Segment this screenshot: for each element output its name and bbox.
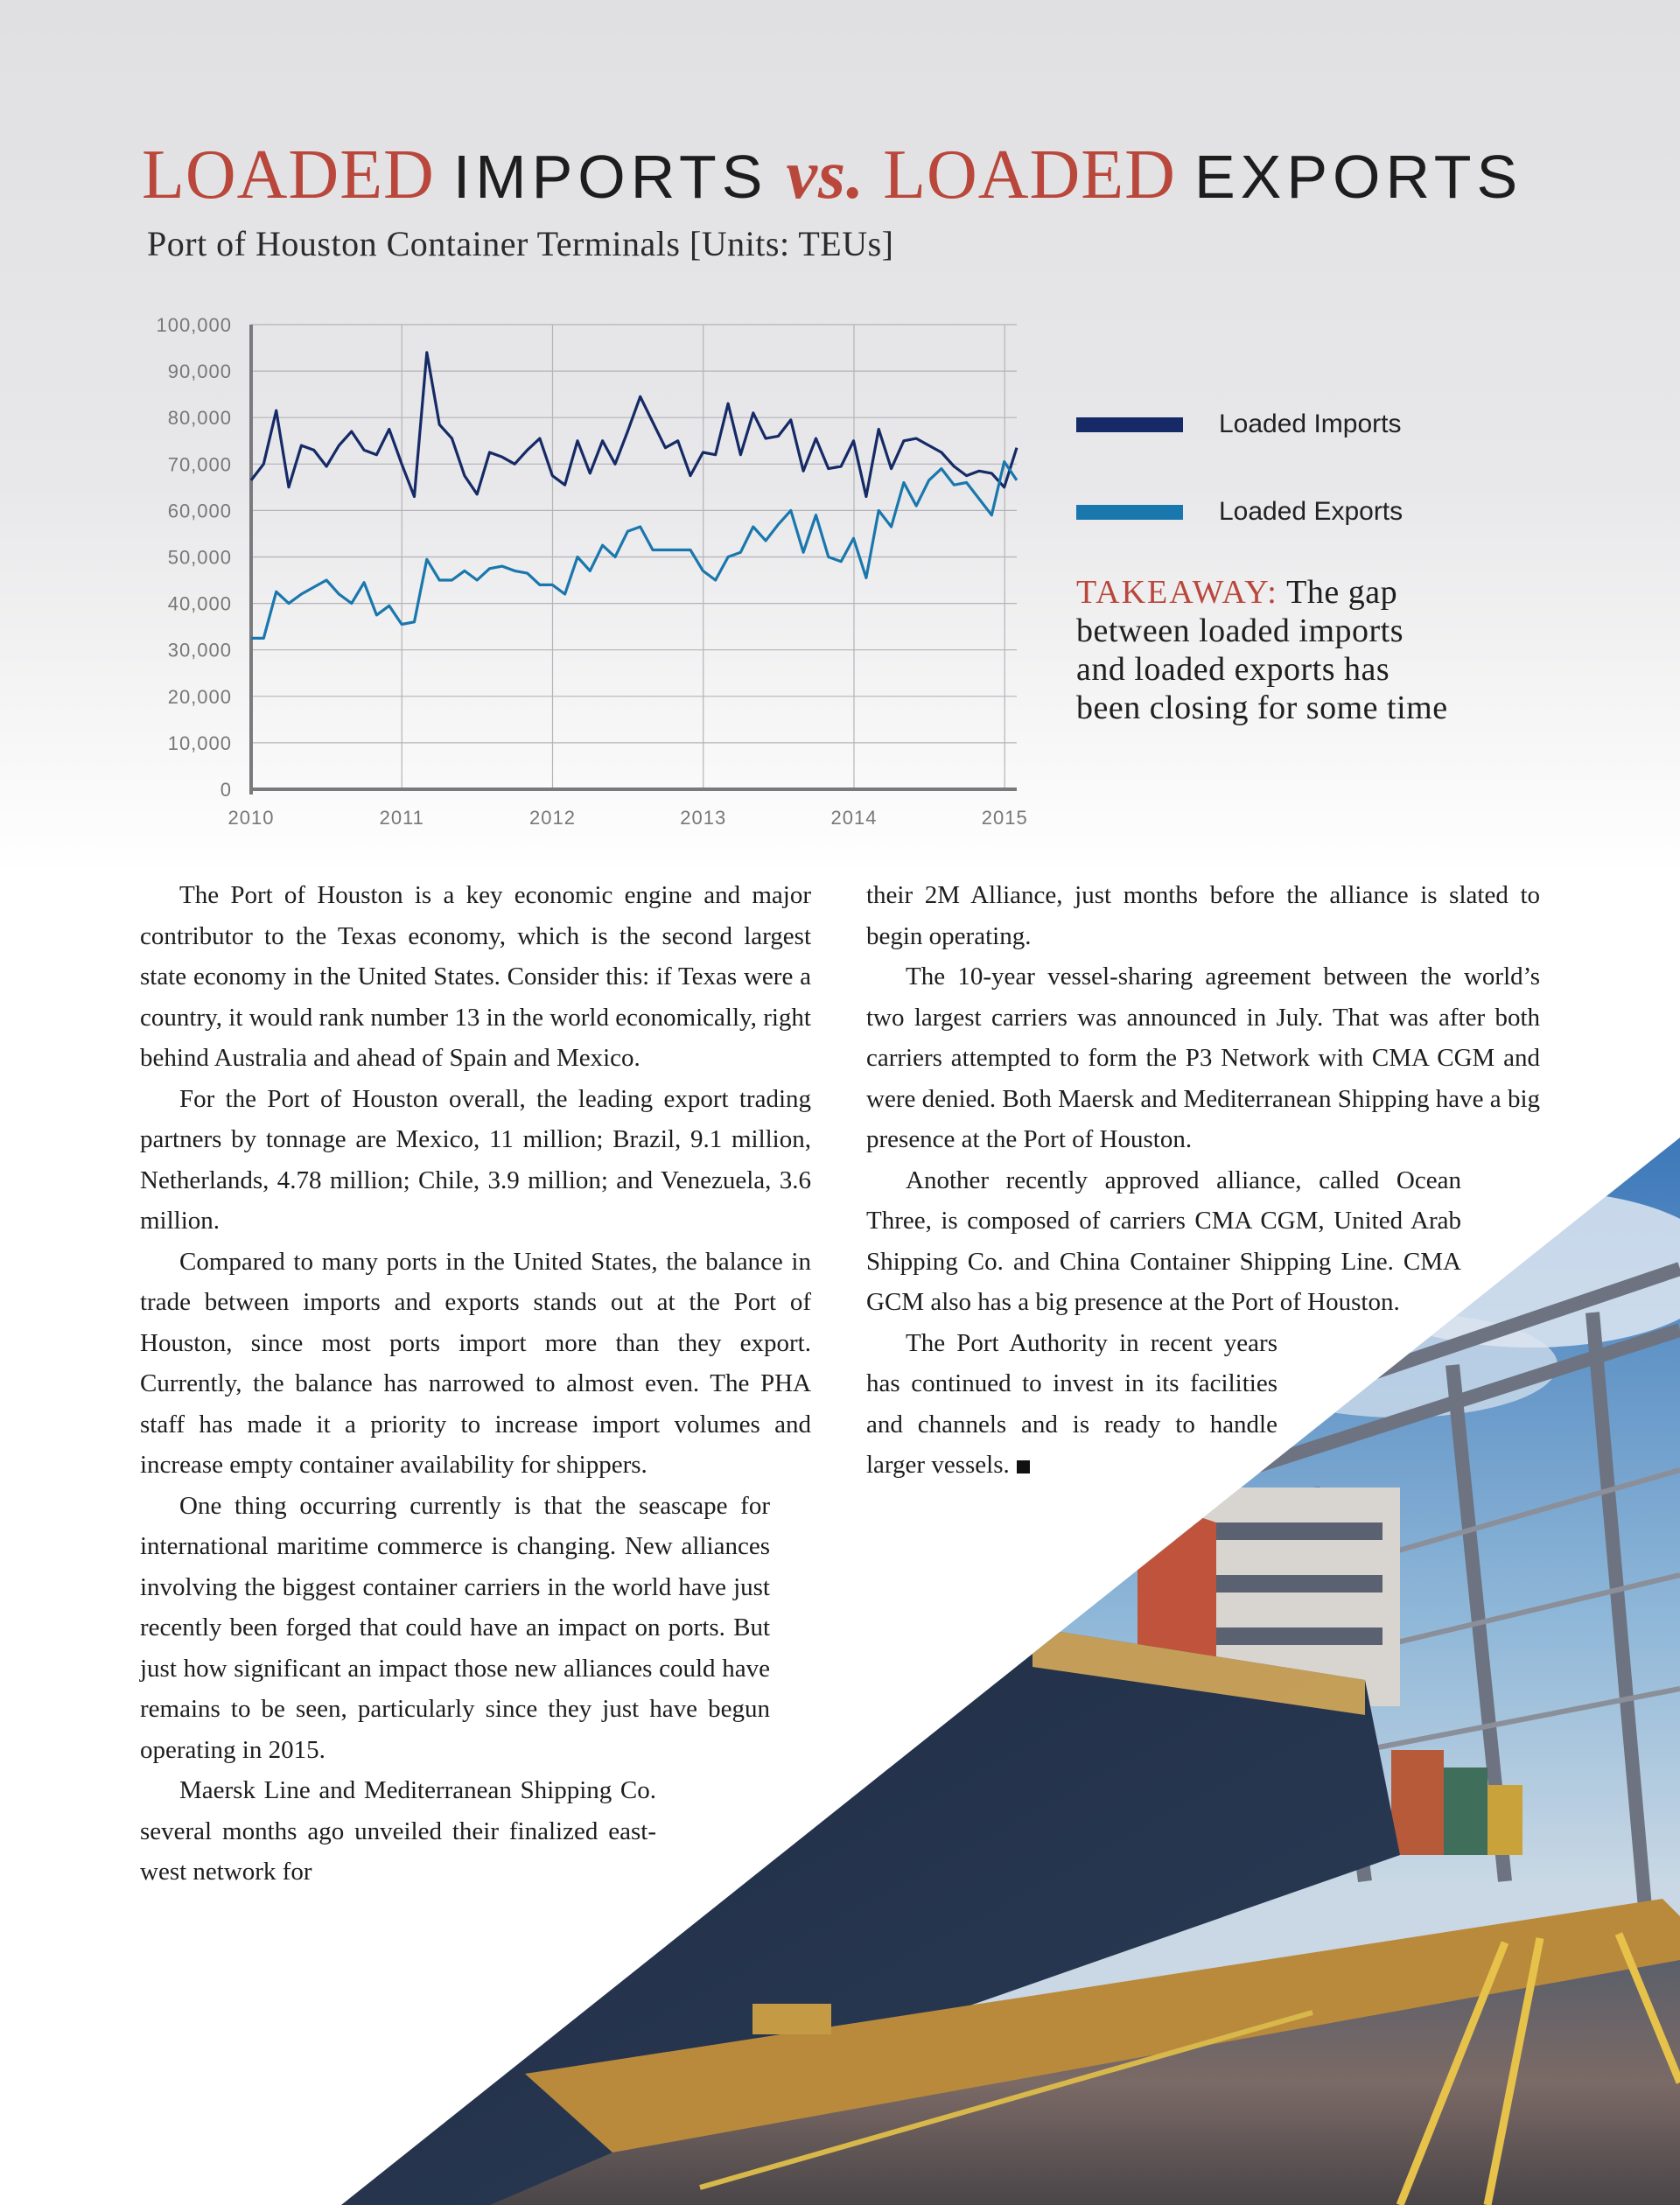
x-tick-label: 2012 — [529, 807, 576, 829]
body-paragraph: Another recently approved alliance, called Ocean Three, is composed of carriers CMA CGM, United Arab Shipping Co. and China Container Shipping Line. CMA GCM also has a big presence at the Port of Houston. — [866, 1166, 1461, 1316]
end-mark-icon — [1017, 1460, 1030, 1474]
x-tick-label: 2013 — [680, 807, 727, 829]
takeaway-label: TAKEAWAY: — [1076, 574, 1278, 611]
article-right-column — [866, 875, 1540, 1486]
y-tick-label: 70,000 — [167, 453, 232, 476]
body-paragraph-final — [866, 1323, 1278, 1486]
y-tick-label: 80,000 — [167, 407, 232, 430]
y-tick-label: 40,000 — [167, 592, 232, 615]
x-tick-label: 2014 — [830, 807, 878, 829]
y-tick-label: 10,000 — [167, 732, 232, 754]
y-tick-label: 100,000 — [156, 314, 232, 336]
takeaway-line-3: and loaded exports has — [1076, 651, 1390, 688]
body-paragraph: For the Port of Houston overall, the leading export trading partners by tonnage are Mexico, 11 million; Brazil, 9.1 million, Netherlands, 4.78 million; Chile, 3.9 million; and Venezuela, 3.6 million. — [140, 1084, 811, 1235]
body-paragraph: Compared to many ports in the United States, the balance in trade between imports and exports stands out at the Port of Houston, since most ports import more than they export. Currently, the balance has narrowed to almost even. The PHA staff has made it a priority to increase import volumes and increase empty container availability for shippers. — [140, 1247, 811, 1479]
legend-label-imports: Loaded Imports — [1219, 410, 1402, 438]
y-tick-label: 60,000 — [167, 500, 232, 522]
takeaway-line-1: The gap — [1286, 574, 1398, 611]
body-paragraph: The Port of Houston is a key economic engine and major contributor to the Texas economy, which is the second largest state economy in the United States. Consider this: if Texas were a country, it would rank number 13 in the world economically, right behind Australia and ahead of Spain and Mexico. — [140, 881, 811, 1072]
takeaway-line-4: been closing for some time — [1076, 690, 1448, 726]
legend-label-exports: Loaded Exports — [1219, 497, 1404, 526]
x-tick-label: 2011 — [379, 807, 424, 829]
page-title: LOADED IMPORTS vs. LOADED EXPORTS — [142, 136, 1523, 214]
article-left-column — [140, 875, 811, 1893]
body-paragraph: One thing occurring currently is that the seascape for international maritime commerce is changing. New alliances involving the biggest container carriers in the world have just recently been forged that could have an impact on ports. But just how significant an impact those new alliances could have remains to be seen, particularly since they just have begun operating in 2015. — [140, 1491, 770, 1764]
body-paragraph: The 10-year vessel-sharing agreement between the world’s two largest carriers was announced in July. That was after both carriers attempted to form the P3 Network with CMA CGM and were denied. Both Maersk and Mediterranean Shipping have a big presence at the Port of Houston. — [866, 962, 1540, 1153]
takeaway-line-2: between loaded imports — [1076, 612, 1404, 649]
y-tick-label: 90,000 — [167, 360, 232, 383]
body-paragraph: their 2M Alliance, just months before the alliance is slated to begin operating. — [866, 881, 1540, 950]
body-paragraph: Maersk Line and Mediterranean Shipping Co. several months ago unveiled their finalized east-west network for — [140, 1776, 656, 1886]
y-tick-label: 20,000 — [167, 685, 232, 708]
chart-subtitle: Port of Houston Container Terminals [Units: TEUs] — [147, 224, 894, 263]
x-tick-label: 2015 — [981, 807, 1028, 829]
y-tick-label: 50,000 — [167, 546, 232, 569]
y-tick-label: 30,000 — [167, 639, 232, 662]
x-tick-label: 2010 — [228, 807, 275, 829]
body-paragraph-text: The Port Authority in recent years has continued to invest in its facilities and channels and is ready to handle larger vessels. — [866, 1328, 1278, 1479]
y-tick-label: 0 — [220, 779, 232, 801]
